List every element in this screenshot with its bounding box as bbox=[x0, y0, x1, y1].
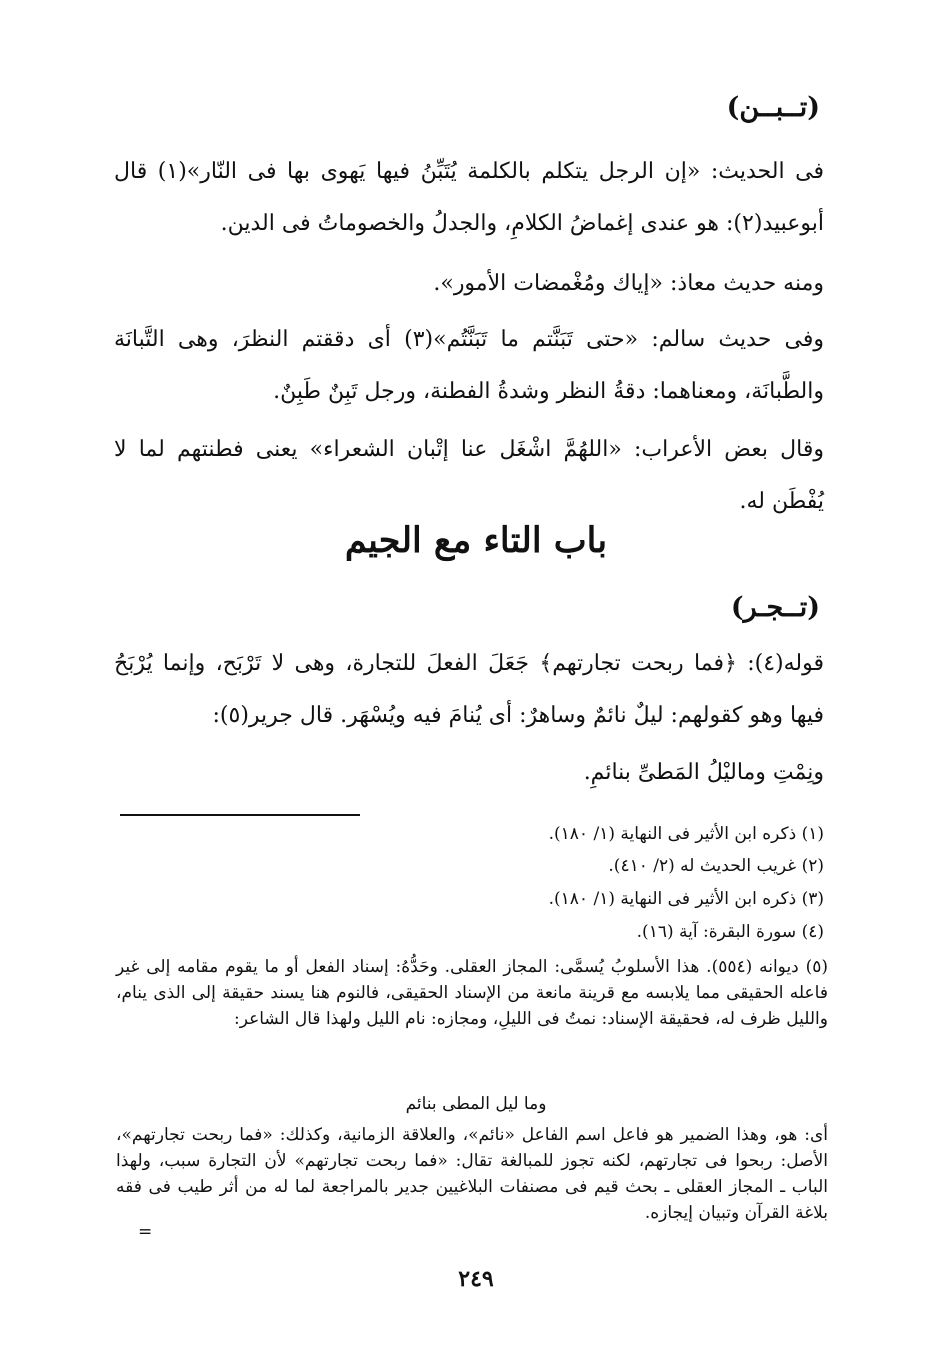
entry-root-heading: (تــبــن) bbox=[726, 92, 820, 123]
paragraph-hadith-tabbin: فى الحديث: «إن الرجل يتكلم بالكلمة يُتَبِّنُ فيها يَهوى بها فى النّار»(١) قال أبوعبيد(٢): هو عندى إغماضُ الكلامِ، والجدلُ والخصوماتُ فى الدين. bbox=[114, 159, 825, 236]
paragraph-muadh: ومنه حديث معاذ: «إياك ومُغْمضات الأمور». bbox=[433, 271, 824, 296]
footnote-2: (٢) غريب الحديث له (٢/ ٤١٠). bbox=[608, 856, 824, 876]
paragraph-arab-saying: وقال بعض الأعراب: «اللهُمَّ اشْغَل عنا إتْبان الشعراء» يعنى فطنتهم لما لا يُفْطَن له. bbox=[114, 437, 824, 514]
continuation-mark: = bbox=[138, 1222, 153, 1242]
footnote-1: (١) ذكره ابن الأثير فى النهاية (١/ ١٨٠). bbox=[548, 824, 824, 844]
footnote-3: (٣) ذكره ابن الأثير فى النهاية (١/ ١٨٠). bbox=[548, 889, 824, 909]
footnote-5-verse: وما ليل المطى بنائم bbox=[405, 1094, 547, 1114]
entry-root-heading: (تــجـر) bbox=[730, 592, 820, 623]
paragraph-tijarah: قوله(٤): ﴿فما ربحت تجارتهم﴾ جَعَلَ الفعلَ للتجارة، وهى لا تَرْبَح، وإنما يُرْبَحُ فيها وهو كقولهم: ليلٌ نائمٌ وساهرٌ: أى يُنامَ فيه ويُسْهَر. قال جرير(٥): bbox=[114, 651, 824, 728]
footnote-4: (٤) سورة البقرة: آية (١٦). bbox=[636, 922, 824, 942]
footnote-5-continued: أى: هو، وهذا الضمير هو فاعل اسم الفاعل «نائم»، والعلاقة الزمانية، وكذلك: «فما ربحت تجارتهم»، الأصل: ربحوا فى تجارتهم، لكنه تجوز للمبالغة تقال: «فما ربحت تجارتهم» لأن التجارة سبب، ولهذا الباب ـ المجاز العقلى ـ بحث قيم فى مصنفات البلاغيين جدير بالمراجعة لما له من أثر طيب فى فقه بلاغة القرآن وتبيان إيجازه. bbox=[116, 1125, 828, 1223]
page-number: ٢٤٩ bbox=[458, 1266, 494, 1292]
verse-jarir: ونِمْتِ وماليْلُ المَطىِّ بنائمِ. bbox=[583, 760, 824, 785]
footnote-divider bbox=[120, 814, 360, 816]
paragraph-salim: وفى حديث سالم: «حتى تَبَنَّتم ما تَبَنَّتُم»(٣) أى دققتم النظرَ، وهى التَّبانَة والطَّبانَة، ومعناهما: دقةُ النظر وشدةُ الفطنة، ورجل تَبِنٌ طَبِنٌ. bbox=[114, 327, 824, 404]
chapter-title: باب التاء مع الجيم bbox=[344, 520, 608, 561]
footnote-5: (٥) ديوانه (٥٥٤). هذا الأسلوبُ يُسمَّى: المجاز العقلى. وحَدُّهُ: إسناد الفعل أو ما يقوم مقامه إلى غير فاعله الحقيقى مما يلابسه مع قرينة مانعة من الإسناد الحقيقى، فالنوم هنا يسند حقيقة إلى الذى ينام، والليل ظرف له، فحقيقة الإسناد: نمتُ فى الليلِ، ومجازه: نام الليل ولهذا قال الشاعر: bbox=[116, 957, 828, 1029]
